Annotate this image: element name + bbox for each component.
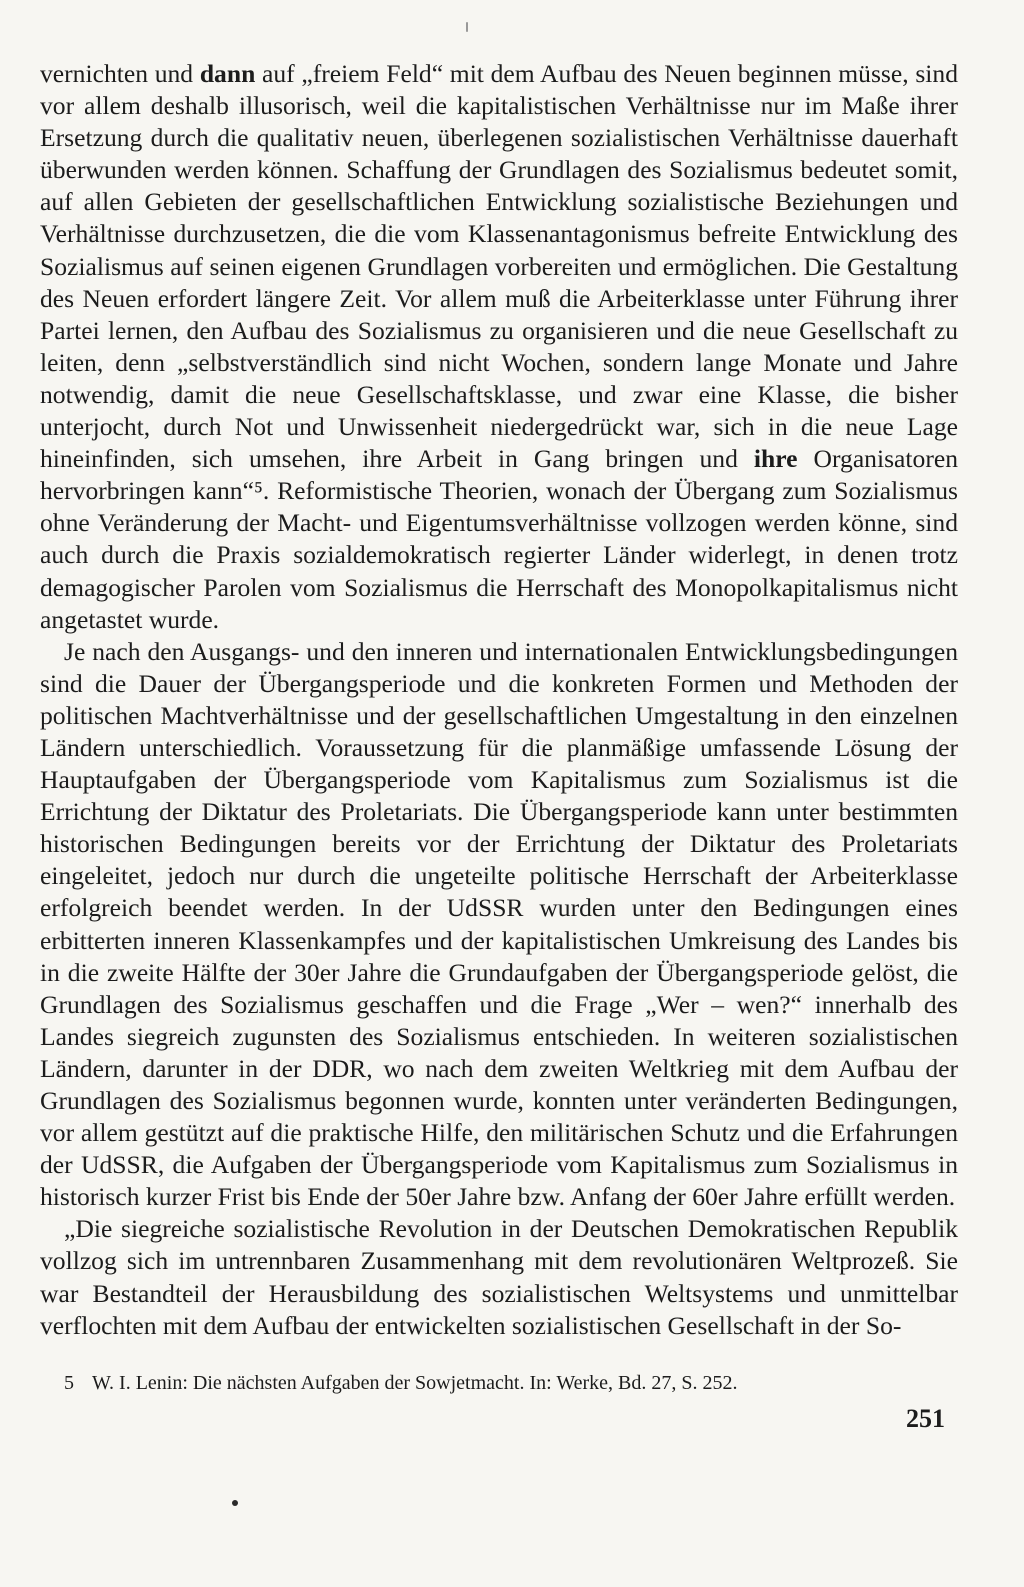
paragraph-2 (40, 636, 958, 1214)
text-run: Organisatoren hervorbringen kann“⁵. Reformistische Theorien, wonach der Übergang zum Sozialismus ohne Veränderung der Macht- und Eigentumsverhältnisse vollzogen werden könne, sind auch durch die Praxis sozialdemokratisch regierter Länder widerlegt, in denen trotz demagogischer Parolen vom Sozialismus die Herrschaft des Monopolkapitalismus nicht angetastet wurde. (40, 444, 958, 634)
footnote (64, 1370, 944, 1396)
body-text (40, 58, 958, 1342)
paragraph-1 (40, 58, 958, 636)
footnote-text: W. I. Lenin: Die nächsten Aufgaben der Sowjetmacht. In: Werke, Bd. 27, S. 252. (92, 1372, 738, 1394)
text-run: „Die siegreiche sozialistische Revolution in der Deutschen Demokratischen Republik vollzog sich im untrennbaren Zusammenhang mit dem revolutionären Weltprozeß. Sie war Bestandteil der Herausbildung des sozialistischen Weltsystems und unmittelbar verflochten mit dem Aufbau der entwickelten sozialistischen Gesellschaft in der So- (40, 1214, 958, 1340)
page-number: 251 (906, 1404, 945, 1433)
scan-speck (466, 22, 468, 32)
paragraph-3 (40, 1213, 958, 1341)
text-run: auf „freiem Feld“ mit dem Aufbau des Neuen beginnen müsse, sind vor allem deshalb illusorisch, weil die kapitalistischen Verhältnisse nur im Maße ihrer Ersetzung durch die qualitativ neuen, überlegenen sozialistischen Verhältnisse dauerhaft überwunden werden können. Schaffung der Grundlagen des Sozialismus bedeutet somit, auf allen Gebieten der gesellschaftlichen Entwicklung sozialistische Beziehungen und Verhältnisse durchzusetzen, die die vom Klassenantagonismus befreite Entwicklung des Sozialismus auf seinen eigenen Grundlagen vorbereiten und ermöglichen. Die Gestaltung des Neuen erfordert längere Zeit. Vor allem muß die Arbeiterklasse unter Führung ihrer Partei lernen, den Aufbau des Sozialismus zu organisieren und die neue Gesellschaft zu leiten, denn „selbstverständlich sind nicht Wochen, sondern lange Monate und Jahre notwendig, damit die neue Gesellschaftsklasse, und zwar eine Klasse, die bisher unterjocht, durch Not und Unwissenheit niedergedrückt war, sich in die neue Lage hineinfinden, sich umsehen, ihre Arbeit in Gang bringen und (40, 59, 958, 474)
text-run: Je nach den Ausgangs- und den inneren und internationalen Entwicklungsbedingungen sind die Dauer der Übergangsperiode und die konkreten Formen und Methoden der politischen Machtverhältnisse und der gesellschaftlichen Umgestaltung in den einzelnen Ländern unterschiedlich. Voraussetzung für die planmäßige umfassende Lösung der Hauptaufgaben der Übergangsperiode vom Kapitalismus zum Sozialismus ist die Errichtung der Diktatur des Proletariats. Die Übergangsperiode kann unter bestimmten historischen Bedingungen bereits vor der Errichtung der Diktatur des Proletariats eingeleitet, jedoch nur durch die ungeteilte politische Herrschaft der Arbeiterklasse erfolgreich beendet werden. In der UdSSR wurden unter den Bedingungen eines erbitterten inneren Klassenkampfes und der kapitalistischen Umkreisung des Landes bis in die zweite Hälfte der 30er Jahre die Grundaufgaben der Übergangsperiode gelöst, die Grundlagen des Sozialismus geschaffen und die Frage „Wer – wen?“ innerhalb des Landes siegreich zugunsten des Sozialismus entschieden. In weiteren sozialistischen Ländern, darunter in der DDR, wo nach dem zweiten Weltkrieg mit dem Aufbau der Grundlagen des Sozialismus begonnen wurde, konnten unter veränderten Bedingungen, vor allem gestützt auf die praktische Hilfe, den militärischen Schutz und die Erfahrungen der UdSSR, die Aufgaben der Übergangsperiode vom Kapitalismus zum Sozialismus in historisch kurzer Frist bis Ende der 50er Jahre bzw. Anfang der 60er Jahre erfüllt werden. (40, 636, 958, 1212)
emphasis-ihre: ihre (753, 444, 798, 474)
emphasis-dann: dann (199, 59, 256, 88)
footnote-number: 5 (64, 1372, 74, 1394)
scan-speck (232, 1500, 238, 1506)
text-run: vernichten und (40, 59, 200, 88)
